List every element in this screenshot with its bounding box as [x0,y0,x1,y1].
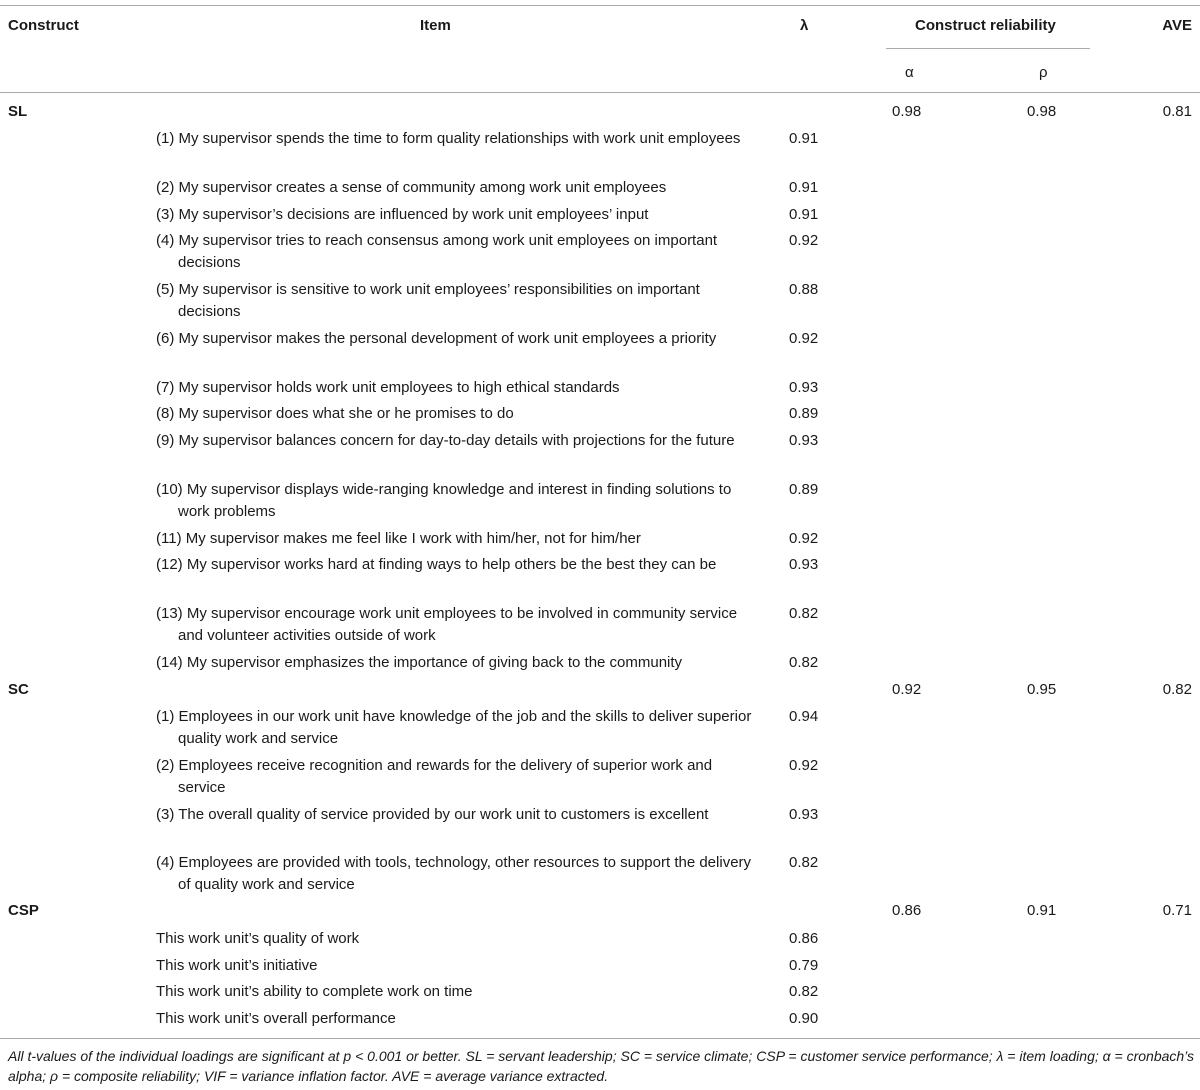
item-text: (2) Employees receive recognition and rewards for the delivery of superior work and service [156,757,713,796]
item-loading: 0.92 [789,530,819,547]
header-item: Item [420,17,451,34]
item-loading: 0.82 [789,983,819,1000]
rho-value: 0.95 [1027,681,1057,698]
item-loading: 0.92 [789,330,819,347]
item-loading: 0.79 [789,957,819,974]
alpha-value: 0.92 [892,681,922,698]
item-text: (6) My supervisor makes the personal development of work unit employees a priority [156,330,717,347]
item-text: (5) My supervisor is sensitive to work unit employees’ responsibilities on important decisions [156,281,700,320]
construct-label: CSP [8,902,39,919]
item-loading: 0.93 [789,379,819,396]
header-bottom-rule [0,92,1200,93]
alpha-value: 0.86 [892,902,922,919]
item-text: (4) Employees are provided with tools, technology, other resources to support the delivery of quality work and service [156,854,752,893]
header-construct-reliability: Construct reliability [915,17,1056,34]
reliability-underline [886,48,1090,49]
header-rho: ρ [1039,64,1048,81]
item-text: (1) My supervisor spends the time to form quality relationships with work unit employees [156,130,741,147]
rho-value: 0.91 [1027,902,1057,919]
item-loading: 0.92 [789,757,819,774]
item-text: (8) My supervisor does what she or he promises to do [156,405,514,422]
item-loading: 0.82 [789,854,819,871]
item-text: (9) My supervisor balances concern for day-to-day details with projections for the future [156,432,735,449]
item-loading: 0.91 [789,130,819,147]
table-bottom-rule [0,1038,1200,1039]
item-loading: 0.90 [789,1010,819,1027]
header-alpha: α [905,64,914,81]
rho-value: 0.98 [1027,103,1057,120]
item-text: (10) My supervisor displays wide-ranging knowledge and interest in finding solutions to work problems [156,481,732,520]
item-text: This work unit’s ability to complete work on time [156,983,473,1000]
item-text: (3) The overall quality of service provided by our work unit to customers is excellent [156,806,709,823]
item-loading: 0.89 [789,481,819,498]
item-text: (4) My supervisor tries to reach consensus among work unit employees on important decisions [156,232,718,271]
item-loading: 0.82 [789,654,819,671]
alpha-value: 0.98 [892,103,922,120]
item-text: (12) My supervisor works hard at finding ways to help others be the best they can be [156,556,717,573]
item-text: This work unit’s quality of work [156,930,360,947]
ave-value: 0.81 [1162,103,1192,120]
header-lambda: λ [800,17,809,34]
item-loading: 0.86 [789,930,819,947]
item-text: (14) My supervisor emphasizes the importance of giving back to the community [156,654,683,671]
construct-label: SL [8,103,28,120]
item-loading: 0.92 [789,232,819,249]
item-text: (11) My supervisor makes me feel like I work with him/her, not for him/her [156,530,641,547]
item-loading: 0.93 [789,556,819,573]
item-text: (7) My supervisor holds work unit employees to high ethical standards [156,379,620,396]
item-text: (13) My supervisor encourage work unit employees to be involved in community service and volunteer activities outside of work [156,605,738,644]
item-loading: 0.91 [789,179,819,196]
table-footnote: All t-values of the individual loadings are significant at p < 0.001 or better. SL = servant leadership; SC = service climate; CSP = customer service performance; λ = item loading; α = cronbach’s alpha; ρ = composite reliability; VIF = variance inflation factor. AVE = average variance extracted. [8,1048,1195,1084]
construct-label: SC [8,681,29,698]
item-text: This work unit’s initiative [156,957,318,974]
item-loading: 0.91 [789,206,819,223]
item-text: This work unit’s overall performance [156,1010,396,1027]
item-loading: 0.82 [789,605,819,622]
header-construct: Construct [8,17,79,34]
item-loading: 0.88 [789,281,819,298]
ave-value: 0.71 [1162,902,1192,919]
item-loading: 0.93 [789,432,819,449]
ave-value: 0.82 [1162,681,1192,698]
item-text: (2) My supervisor creates a sense of community among work unit employees [156,179,667,196]
item-loading: 0.93 [789,806,819,823]
item-text: (3) My supervisor’s decisions are influenced by work unit employees’ input [156,206,649,223]
item-loading: 0.89 [789,405,819,422]
item-text: (1) Employees in our work unit have knowledge of the job and the skills to deliver superior quality work and service [156,708,752,747]
item-loading: 0.94 [789,708,819,725]
header-ave: AVE [1162,17,1192,34]
table-top-rule [0,5,1200,6]
